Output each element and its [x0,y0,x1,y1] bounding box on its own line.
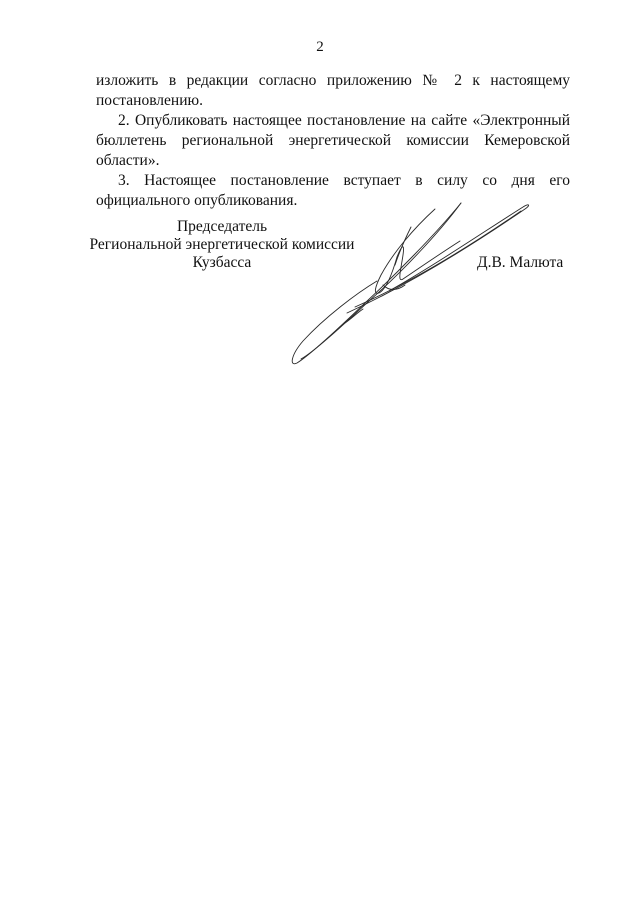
document-body [96,71,570,211]
signatory-title-line: Кузбасса [192,254,252,271]
paragraph-continuation: изложить в редакции согласно приложению № 2 к настоящему постановлению. [96,72,570,109]
page-number: 2 [316,39,324,55]
signatory-name: Д.В. Малюта [477,254,564,271]
paragraph-publication: 2. Опубликовать настоящее постановление на сайте «Электронный бюллетень региональной энергетической комиссии Кемеровской области». [96,112,570,169]
signatory-title-line: Региональной энергетической комиссии [89,236,355,253]
paragraph-effective-date: 3. Настоящее постановление вступает в силу со дня его официального опубликования. [96,172,570,209]
handwritten-signature [285,195,535,375]
signatory-title-line: Председатель [176,218,268,235]
